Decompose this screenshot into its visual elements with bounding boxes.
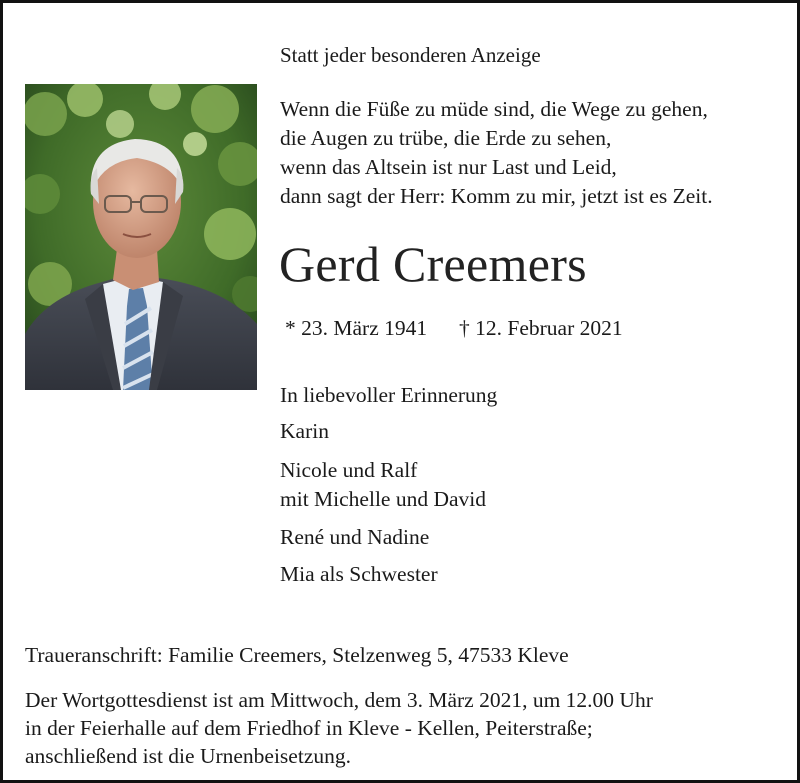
death-date: † 12. Februar 2021: [459, 316, 623, 340]
signature-line: Karin: [280, 419, 329, 443]
signature-line: mit Michelle und David: [280, 487, 487, 511]
service-line: anschließend ist die Urnenbeisetzung.: [25, 744, 351, 768]
signature-line: René und Nadine: [280, 525, 430, 549]
signature-line: Mia als Schwester: [280, 562, 438, 586]
birth-date: * 23. März 1941: [285, 316, 428, 340]
poem-line: die Augen zu trübe, die Erde zu sehen,: [280, 126, 612, 150]
deceased-name: Gerd Creemers: [279, 236, 587, 292]
service-info: [25, 686, 653, 770]
service-line: in der Feierhalle auf dem Friedhof in Kleve - Kellen, Peiterstraße;: [25, 716, 593, 740]
poem-line: wenn das Altsein ist nur Last und Leid,: [280, 155, 617, 179]
signature-group: [280, 456, 486, 514]
mourning-address: Traueranschrift: Familie Creemers, Stelzenweg 5, 47533 Kleve: [25, 643, 569, 667]
portrait-photo: [25, 84, 257, 390]
intro-text: Statt jeder besonderen Anzeige: [280, 43, 541, 67]
service-line: Der Wortgottesdienst ist am Mittwoch, dem 3. März 2021, um 12.00 Uhr: [25, 688, 653, 712]
poem-line: Wenn die Füße zu müde sind, die Wege zu gehen,: [280, 97, 708, 121]
remembrance-text: In liebevoller Erinnerung: [280, 383, 498, 407]
signature-line: Nicole und Ralf: [280, 458, 418, 482]
poem: [280, 95, 713, 211]
poem-line: dann sagt der Herr: Komm zu mir, jetzt ist es Zeit.: [280, 184, 713, 208]
